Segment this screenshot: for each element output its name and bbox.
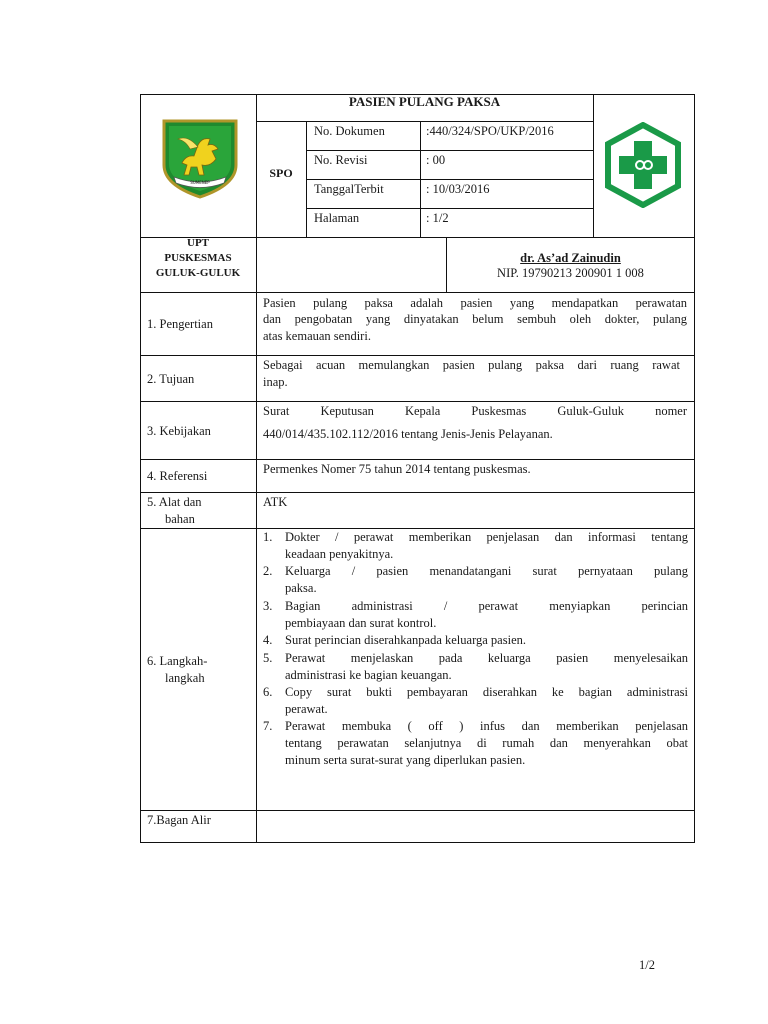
label-bagan-alir: 7.Bagan Alir	[147, 813, 211, 827]
step-text-line2: keadaan penyakitnya.	[285, 547, 394, 561]
health-cross-logo	[600, 122, 686, 208]
step-text-line1: Copy surat bukti pembayaran diserahkan ke bagian administrasi	[285, 685, 688, 699]
page-number: 1/2	[639, 958, 655, 972]
org-name-line2: PUSKESMAS	[164, 252, 232, 264]
step-number: 2.	[263, 564, 273, 578]
label-langkah-line1: 6. Langkah-	[147, 654, 208, 668]
step-text-line2: paksa.	[285, 581, 317, 595]
meta-label-dokumen: No. Dokumen	[314, 124, 385, 138]
step-number: 3.	[263, 599, 273, 613]
step-number: 1.	[263, 530, 273, 544]
label-tujuan: 2. Tujuan	[147, 372, 195, 386]
pegasus-crest-icon	[158, 115, 242, 199]
step-number: 6.	[263, 685, 273, 699]
puskesmas-crest-logo	[158, 115, 242, 199]
meta-value-tanggal: : 10/03/2016	[426, 182, 490, 196]
step-text-line1: Bagian administrasi / perawat menyiapkan perincian	[285, 599, 688, 613]
signer-name: dr. As’ad Zainudin	[520, 251, 621, 265]
tujuan-line2: inap.	[263, 375, 288, 389]
org-name-line3: GULUK-GULUK	[155, 267, 241, 279]
kebijakan-line1: Surat Keputusan Kepala Puskesmas Guluk-Guluk nomer	[263, 404, 687, 418]
step-text-line2: tentang perawatan selanjutnya di rumah dan menyerahkan obat	[285, 736, 688, 750]
step-number: 4.	[263, 633, 273, 647]
step-text-line2: perawat.	[285, 702, 328, 716]
meta-value-revisi: : 00	[426, 153, 446, 167]
step-text-line1: Perawat membuka ( off ) infus dan memberikan penjelasan	[285, 719, 688, 733]
kebijakan-line2: 440/014/435.102.112/2016 tentang Jenis-Jenis Pelayanan.	[263, 427, 553, 441]
label-langkah-line2: langkah	[165, 671, 205, 685]
medical-cross-icon	[600, 122, 686, 208]
alat-line1: ATK	[263, 495, 288, 509]
meta-label-halaman: Halaman	[314, 211, 360, 225]
signer-nip: NIP. 19790213 200901 1 008	[497, 266, 644, 280]
meta-label-revisi: No. Revisi	[314, 153, 368, 167]
step-text-line1: Perawat menjelaskan pada keluarga pasien menyelesaikan	[285, 651, 688, 665]
pengertian-line1: Pasien pulang paksa adalah pasien yang mendapatkan perawatan	[263, 296, 687, 310]
label-kebijakan: 3. Kebijakan	[147, 424, 211, 438]
label-alat-line1: 5. Alat dan	[147, 495, 202, 509]
step-number: 7.	[263, 719, 273, 733]
tujuan-line1: Sebagai acuan memulangkan pasien pulang paksa dari ruang rawat	[263, 358, 680, 372]
label-pengertian: 1. Pengertian	[147, 317, 213, 331]
step-number: 5.	[263, 651, 273, 665]
document-title: PASIEN PULANG PAKSA	[348, 94, 501, 109]
step-text-line2: administrasi ke bagian keuangan.	[285, 668, 452, 682]
pengertian-line2: dan pengobatan yang dinyatakan belum sembuh oleh dokter, pulang	[263, 312, 687, 326]
label-referensi: 4. Referensi	[147, 469, 208, 483]
label-alat-line2: bahan	[165, 512, 195, 526]
step-text-line1: Surat perincian diserahkanpada keluarga pasien.	[285, 633, 526, 647]
org-name-line1: UPT	[187, 237, 209, 249]
meta-value-dokumen: :440/324/SPO/UKP/2016	[426, 124, 554, 138]
pengertian-line3: atas kemauan sendiri.	[263, 329, 371, 343]
meta-label-tanggal: TanggalTerbit	[314, 182, 384, 196]
step-text-line1: Keluarga / pasien menandatangani surat pernyataan pulang	[285, 564, 688, 578]
step-text-line1: Dokter / perawat memberikan penjelasan dan informasi tentang	[285, 530, 688, 544]
spo-label: SPO	[269, 166, 293, 180]
svg-text:SUMENEP: SUMENEP	[190, 180, 210, 185]
meta-value-halaman: : 1/2	[426, 211, 449, 225]
referensi-line1: Permenkes Nomer 75 tahun 2014 tentang puskesmas.	[263, 462, 531, 476]
step-text-line2: pembiayaan dan surat kontrol.	[285, 616, 437, 630]
step-text-line3: minum serta surat-surat yang diperlukan pasien.	[285, 753, 526, 767]
